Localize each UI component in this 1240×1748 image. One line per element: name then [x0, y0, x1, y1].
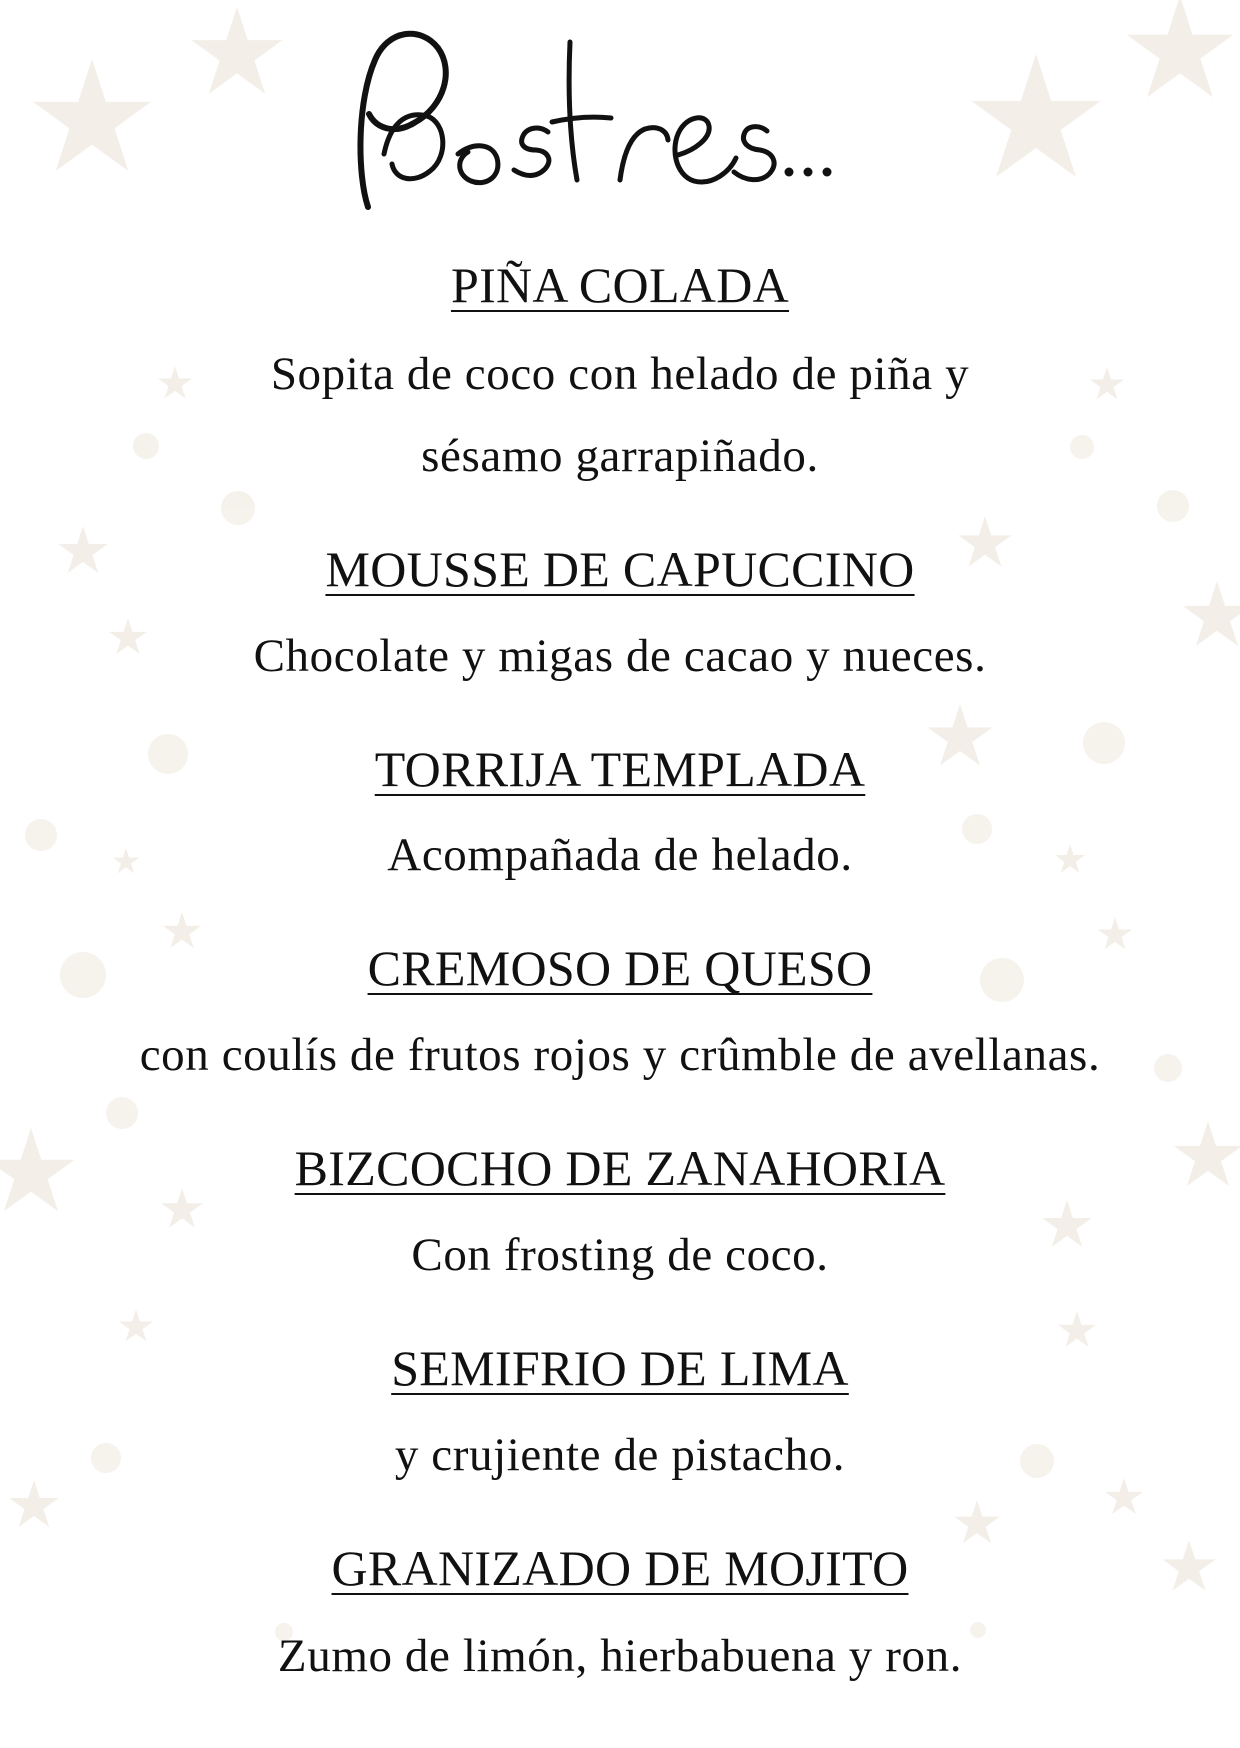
menu-item-title-torrija-templada: TORRIJA TEMPLADA: [374, 741, 866, 797]
menu-item-description-line: y crujiente de pistacho.: [394, 1429, 846, 1481]
menu-item-title-cremoso-de-queso: CREMOSO DE QUESO: [367, 940, 873, 996]
menu-item-description-line: Sopita de coco con helado de piña y: [270, 348, 970, 400]
menu-item-title-pina-colada: PIÑA COLADA: [450, 257, 790, 313]
menu-item-title-bizcocho-de-zanahoria: BIZCOCHO DE ZANAHORIA: [294, 1140, 946, 1196]
menu-item-description-line: con coulís de frutos rojos y crûmble de avellanas.: [139, 1029, 1101, 1081]
menu-item-title-granizado-de-mojito: GRANIZADO DE MOJITO: [331, 1540, 909, 1596]
menu-item-title-mousse-de-capuccino: MOUSSE DE CAPUCCINO: [325, 541, 915, 597]
heading-postres: [0, 4, 1240, 254]
menu-item-description-line: sésamo garrapiñado.: [421, 430, 819, 482]
menu-item-description-line: Con frosting de coco.: [411, 1229, 829, 1281]
menu-item-title-semifrio-de-lima: SEMIFRIO DE LIMA: [391, 1340, 849, 1396]
menu-item-description-line: Acompañada de helado.: [387, 829, 853, 881]
menu-item-description-line: Zumo de limón, hierbabuena y ron.: [277, 1630, 963, 1682]
menu-item-description-line: Chocolate y migas de cacao y nueces.: [253, 630, 987, 682]
